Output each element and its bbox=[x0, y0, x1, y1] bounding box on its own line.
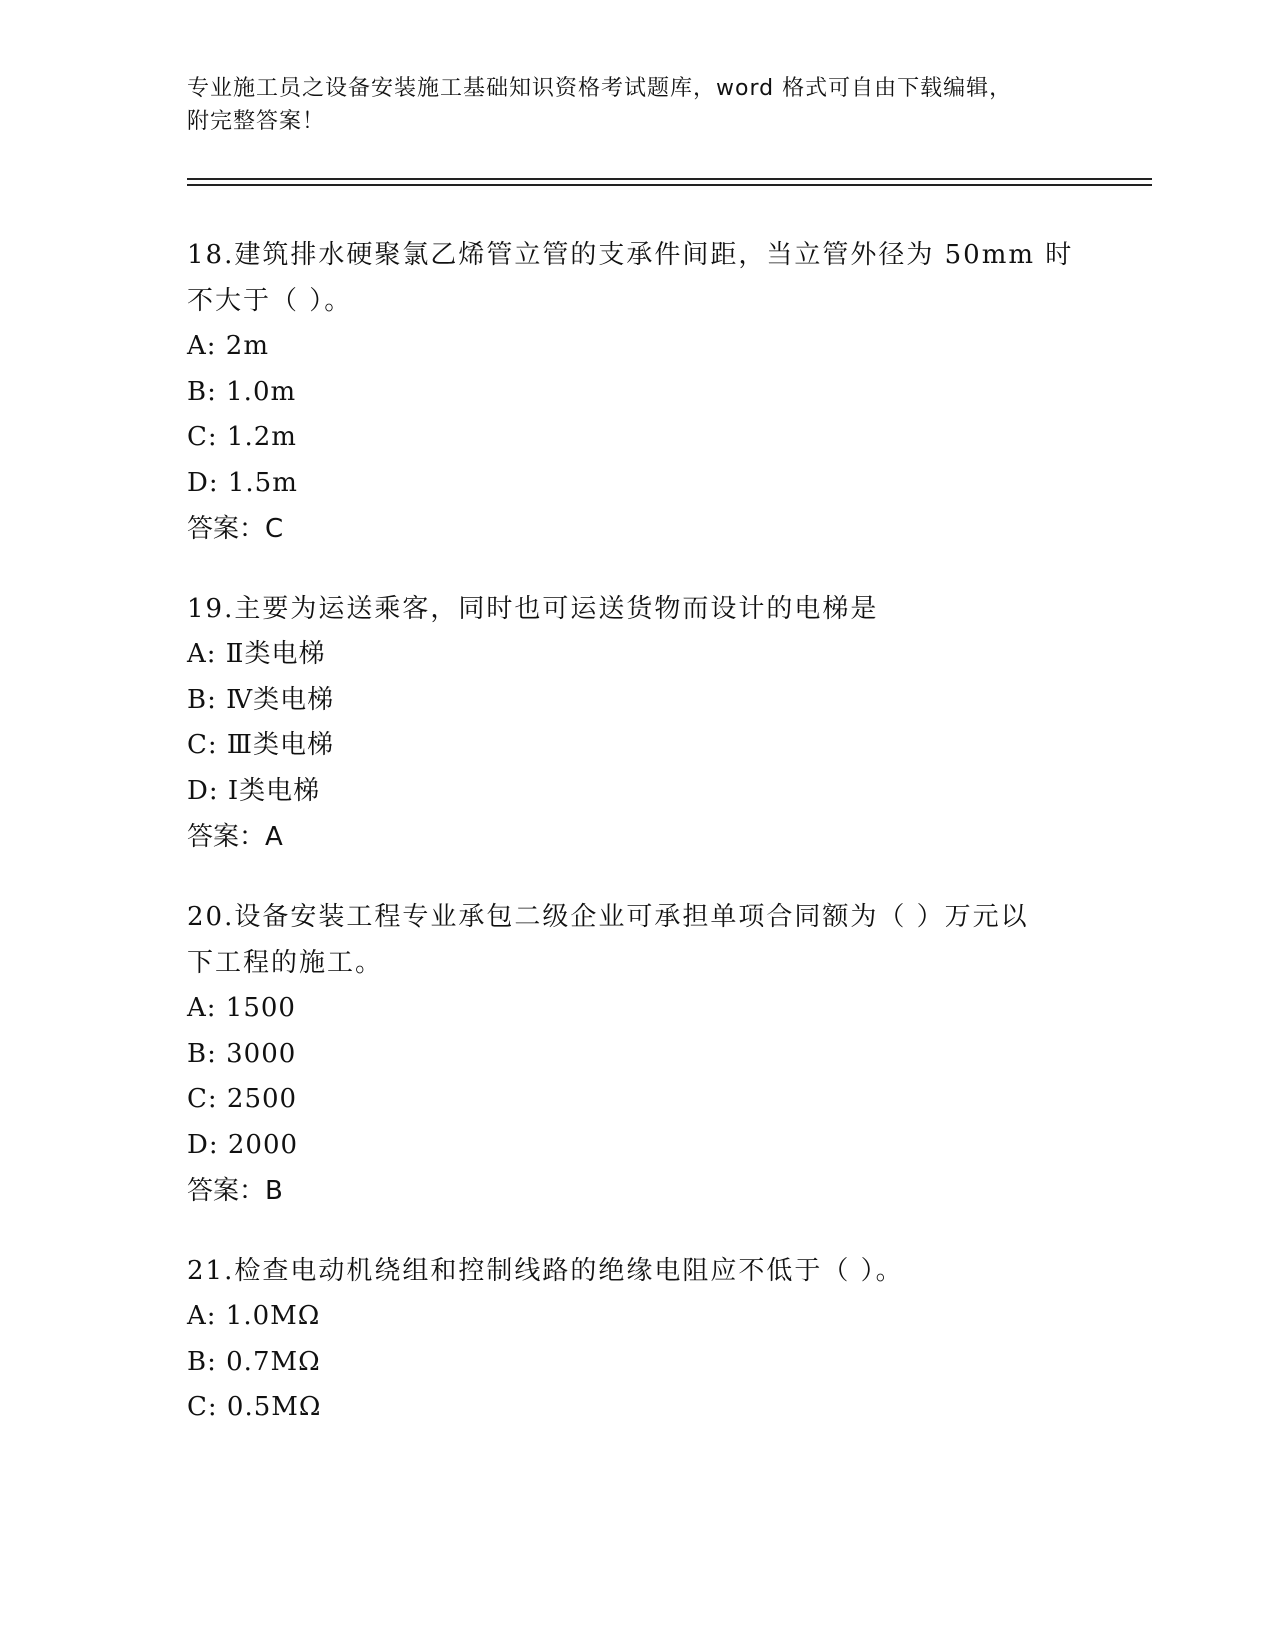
option-b: B: Ⅳ类电梯 bbox=[187, 684, 335, 715]
question-list bbox=[187, 232, 1087, 1465]
option-b: B: 3000 bbox=[187, 1038, 297, 1069]
option-c: C: Ⅲ类电梯 bbox=[187, 730, 334, 760]
question-18 bbox=[187, 232, 1087, 552]
option-a: A: 2m bbox=[187, 331, 269, 361]
option-d: D: Ⅰ类电梯 bbox=[187, 775, 321, 806]
option-a: A: 1500 bbox=[187, 993, 296, 1023]
question-stem-line: 下工程的施工。 bbox=[187, 948, 384, 978]
header-line-2: 附完整答案！ bbox=[187, 109, 326, 134]
option-c: C: 1.2m bbox=[187, 422, 297, 452]
question-stem-line: 18.建筑排水硬聚氯乙烯管立管的支承件间距，当立管外径为 50mm 时 bbox=[187, 240, 1074, 270]
question-stem-line: 21.检查电动机绕组和控制线路的绝缘电阻应不低于（ ）。 bbox=[187, 1256, 904, 1286]
answer-label: 答案：C bbox=[187, 514, 284, 544]
option-d: D: 1.5m bbox=[187, 467, 298, 498]
option-b: B: 1.0m bbox=[187, 376, 297, 407]
option-c: C: 0.5MΩ bbox=[187, 1392, 322, 1422]
option-b: B: 0.7MΩ bbox=[187, 1346, 321, 1377]
header-rule-bottom bbox=[187, 184, 1152, 186]
option-a: A: Ⅱ类电梯 bbox=[187, 639, 326, 669]
answer-label: 答案：A bbox=[187, 822, 283, 852]
option-c: C: 2500 bbox=[187, 1084, 298, 1114]
document-header bbox=[187, 72, 1067, 138]
question-stem-line: 20.设备安装工程专业承包二级企业可承担单项合同额为（ ）万元以 bbox=[187, 902, 1029, 932]
option-d: D: 2000 bbox=[187, 1129, 299, 1160]
question-20 bbox=[187, 894, 1087, 1214]
option-a: A: 1.0MΩ bbox=[187, 1301, 321, 1331]
header-line-1: 专业施工员之设备安装施工基础知识资格考试题库，word 格式可自由下载编辑， bbox=[187, 76, 1013, 101]
question-21 bbox=[187, 1248, 1087, 1431]
question-19 bbox=[187, 586, 1087, 860]
answer-label: 答案：B bbox=[187, 1176, 283, 1206]
question-stem-line: 19.主要为运送乘客，同时也可运送货物而设计的电梯是 bbox=[187, 594, 879, 624]
header-rule-top bbox=[187, 178, 1152, 180]
question-stem-line: 不大于（ ）。 bbox=[187, 286, 353, 316]
